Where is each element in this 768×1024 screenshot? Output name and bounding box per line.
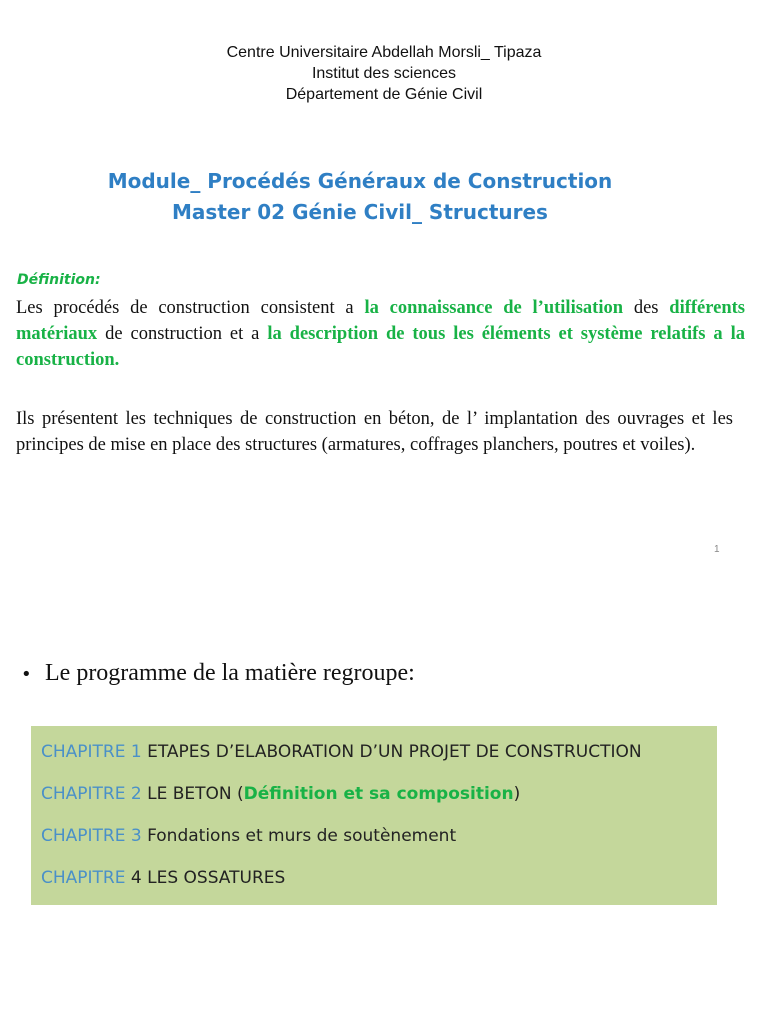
master-program: Master 02 Génie Civil_ Structures <box>172 200 548 224</box>
chapter-prefix: CHAPITRE 2 <box>41 784 148 804</box>
chapter-highlight: Définition et sa composition <box>243 784 514 804</box>
module-title <box>0 166 720 228</box>
chapter-prefix: CHAPITRE 1 <box>41 742 148 762</box>
module-name: Module_ Procédés Généraux de Construction <box>107 169 613 193</box>
chapter-title: ETAPES D’ELABORATION D’UN PROJET DE CONSTRUCTION <box>147 742 642 762</box>
def-text-1: Les procédés de construction consistent a <box>16 298 365 318</box>
programme-bullet <box>21 658 415 690</box>
institution-header <box>0 42 768 105</box>
definition-label: Définition: <box>17 272 101 288</box>
techniques-paragraph: Ils présentent les techniques de construction en béton, de l’ implantation des ouvrages et les principes de mise en place des structures (armatures, coffrages planchers, poutres et voiles). <box>16 409 733 455</box>
def-highlight-1: la connaissance de l’utilisation <box>364 298 624 318</box>
chapter-item <box>41 784 717 826</box>
def-highlight-3: la description de tous les éléments et système relatifs a la construction. <box>16 324 745 370</box>
department-name: Département de Génie Civil <box>285 86 483 103</box>
chapter-suffix: ) <box>513 784 521 804</box>
chapter-list <box>31 726 717 905</box>
def-text-2: des <box>623 298 670 318</box>
page-number: 1 <box>714 544 720 555</box>
chapter-prefix: CHAPITRE 3 <box>41 826 148 846</box>
chapter-title: LES OSSATURES <box>147 868 286 888</box>
programme-text: Le programme de la matière regroupe: <box>45 660 415 686</box>
chapter-prefix: CHAPITRE <box>41 868 131 888</box>
chapter-item <box>41 868 717 910</box>
chapter-title: LE BETON ( <box>147 784 244 804</box>
chapter-item <box>41 826 717 868</box>
chapter-number: 4 <box>130 868 148 888</box>
definition-paragraph <box>16 295 745 373</box>
university-name: Centre Universitaire Abdellah Morsli_ Tipaza <box>226 44 542 61</box>
bullet-icon: • <box>21 664 32 685</box>
chapter-title: Fondations et murs de soutènement <box>147 826 457 846</box>
chapter-item <box>41 742 717 784</box>
def-text-3: de construction et a <box>97 324 268 344</box>
institute-name: Institut des sciences <box>311 65 457 82</box>
def-highlight-2: différents matériaux <box>16 298 745 344</box>
